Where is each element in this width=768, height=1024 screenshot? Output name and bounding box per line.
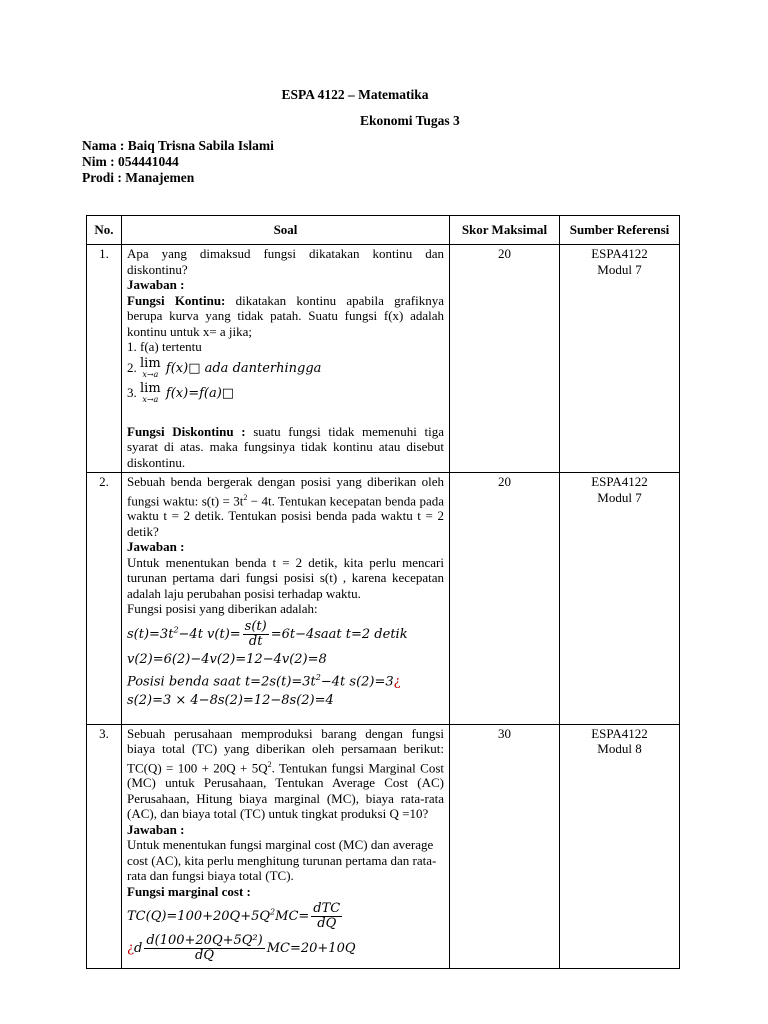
kontinu-text: dikatakan kontinu apabila grafiknya berupa kurva yang tidak patah. Suatu fungsi f(x) adalah kontinu untuk x= a jika; xyxy=(127,292,444,339)
question-text xyxy=(127,474,444,539)
lim-text: lim xyxy=(140,380,161,396)
condition-2-expr: f(x)□ ada danterhingga xyxy=(165,360,322,376)
score-cell: 20 xyxy=(450,245,560,473)
student-nim: Nim : 054441044 xyxy=(82,154,179,169)
answer-text: Untuk menentukan benda t = 2 detik, kita perlu mencari turunan pertama dari fungsi posisi s(t) , karena kecepatan adalah laju perubahan posisi terhadap waktu. xyxy=(127,554,444,601)
position-function-label: Fungsi posisi yang diberikan adalah: xyxy=(127,601,318,617)
reference-cell xyxy=(560,245,680,473)
reference-module: Modul 7 xyxy=(597,489,642,505)
diskontinu-text: suatu fungsi tidak memenuhi tiga syarat di atas. maka fungsinya tidak kontinu atau disebut diskontinu. xyxy=(127,423,444,470)
question-text: Apa yang dimaksud fungsi dikatakan kontinu dan diskontinu? xyxy=(127,246,444,277)
condition-1: 1. f(a) tertentu xyxy=(127,339,202,354)
reference-code: ESPA4122 xyxy=(591,246,648,261)
document-subtitle: Ekonomi Tugas 3 xyxy=(360,113,460,128)
reference-cell xyxy=(560,724,680,969)
assignment-table xyxy=(86,215,680,969)
fraction-numerator: d(100+20Q+5Q²) xyxy=(146,933,263,949)
derivative-fraction xyxy=(144,934,264,963)
eq-part: s(t)=3t xyxy=(127,626,174,642)
condition-3-expr: f(x)=f(a)□ xyxy=(165,385,235,401)
equation-v2: v(2)=6(2)−4v(2)=12−4v(2)=8 xyxy=(127,651,327,667)
limit-symbol xyxy=(140,355,161,380)
eq-part: MC= xyxy=(275,909,310,925)
eq-superscript: 2 xyxy=(315,673,321,683)
question-part: Sebuah perusahaan memproduksi barang dengan fungsi biaya total (TC) yang diberikan oleh persamaan berikut: TC(Q) = 100 + 20Q + 5Q xyxy=(127,725,444,775)
reference-code: ESPA4122 xyxy=(591,474,648,489)
condition-2 xyxy=(127,355,444,380)
fraction-denominator: dQ xyxy=(317,916,337,932)
header-ref: Sumber Referensi xyxy=(560,216,680,245)
eq-superscript: 2 xyxy=(173,625,179,635)
score-cell: 30 xyxy=(450,724,560,969)
table-row xyxy=(87,245,680,473)
header-skor: Skor Maksimal xyxy=(450,216,560,245)
answer-label: Jawaban : xyxy=(127,821,185,837)
eq-part: d xyxy=(133,941,143,957)
fraction-numerator: dTC xyxy=(313,901,341,917)
equation-position xyxy=(127,670,444,690)
equation-velocity xyxy=(127,620,444,649)
student-prodi: Prodi : Manajemen xyxy=(82,170,195,185)
equation-tc-mc xyxy=(127,902,444,931)
row-number: 2. xyxy=(87,473,122,725)
question-cell xyxy=(122,473,450,725)
diskontinu-label: Fungsi Diskontinu : xyxy=(127,423,246,439)
table-row xyxy=(87,724,680,969)
row-number: 3. xyxy=(87,724,122,969)
table-header-row xyxy=(87,216,680,245)
eq-part: −4t v(t)= xyxy=(178,626,241,642)
condition-3-number: 3. xyxy=(127,384,137,400)
kontinu-paragraph xyxy=(127,293,444,340)
eq-part: =6t−4saat t=2 detik xyxy=(270,626,408,642)
diskontinu-paragraph xyxy=(127,424,444,471)
equation-mc-derivative xyxy=(127,934,444,963)
condition-3 xyxy=(127,380,444,405)
equation-s2: s(2)=3 × 4−8s(2)=12−8s(2)=4 xyxy=(127,693,334,709)
eq-part: TC(Q)=100+20Q+5Q xyxy=(127,909,271,925)
reference-module: Modul 8 xyxy=(597,741,642,757)
question-part: Sebuah benda bergerak dengan posisi yang diberikan oleh fungsi waktu: s(t) = 3t xyxy=(127,474,444,508)
derivative-fraction xyxy=(311,902,342,931)
answer-text: Untuk menentukan fungsi marginal cost (MC) dan average cost (AC), kita perlu menghitung turunan pertama dan rata-rata dan fungsi biaya total (TC). xyxy=(127,837,437,884)
reference-code: ESPA4122 xyxy=(591,725,648,741)
render-error-glyph: ¿ xyxy=(127,941,134,957)
reference-cell xyxy=(560,473,680,725)
table-row xyxy=(87,473,680,725)
question-cell xyxy=(122,724,450,969)
lim-text: lim xyxy=(140,355,161,371)
reference-module: Modul 7 xyxy=(597,261,642,277)
question-text xyxy=(127,726,444,822)
header-no: No. xyxy=(87,216,122,245)
student-info xyxy=(82,138,274,186)
answer-label: Jawaban : xyxy=(127,277,185,292)
document-title: ESPA 4122 – Matematika xyxy=(281,87,429,102)
question-part: − 4t. Tentukan kecepatan benda pada waktu t = 2 detik. Tentukan posisi benda pada waktu t = 2 detik? xyxy=(127,492,445,539)
student-name: Nama : Baiq Trisna Sabila Islami xyxy=(82,138,274,153)
question-superscript: 2 xyxy=(267,759,272,769)
eq-part: −4t s(2)=3 xyxy=(320,674,394,690)
marginal-cost-label: Fungsi marginal cost : xyxy=(127,883,251,899)
lim-subscript: x→a xyxy=(142,369,159,379)
eq-part: MC=20+10Q xyxy=(266,941,356,957)
render-error-glyph: ¿ xyxy=(393,674,401,690)
question-part: . Tentukan fungsi Marginal Cost (MC) untuk Perusahaan, Tentukan Average Cost (AC) Perusahaan, Hitung biaya marginal (MC), biaya rata-rata (AC), dan biaya total (TC) untuk tingkat produksi Q =10? xyxy=(127,759,444,822)
fraction-numerator: s(t) xyxy=(244,618,267,634)
answer-label: Jawaban : xyxy=(127,539,185,555)
row-number: 1. xyxy=(87,245,122,473)
question-cell xyxy=(122,245,450,473)
condition-2-number: 2. xyxy=(127,359,137,375)
header-soal: Soal xyxy=(122,216,450,245)
kontinu-label: Fungsi Kontinu: xyxy=(127,292,226,308)
eq-part: Posisi benda saat t=2s(t)=3t xyxy=(127,674,316,690)
question-superscript: 2 xyxy=(243,492,248,502)
derivative-fraction xyxy=(243,620,269,649)
eq-superscript: 2 xyxy=(270,908,276,918)
score-cell: 20 xyxy=(450,473,560,725)
lim-subscript: x→a xyxy=(142,394,159,404)
fraction-denominator: dt xyxy=(248,633,263,649)
fraction-denominator: dQ xyxy=(195,948,214,964)
limit-symbol xyxy=(140,380,161,405)
